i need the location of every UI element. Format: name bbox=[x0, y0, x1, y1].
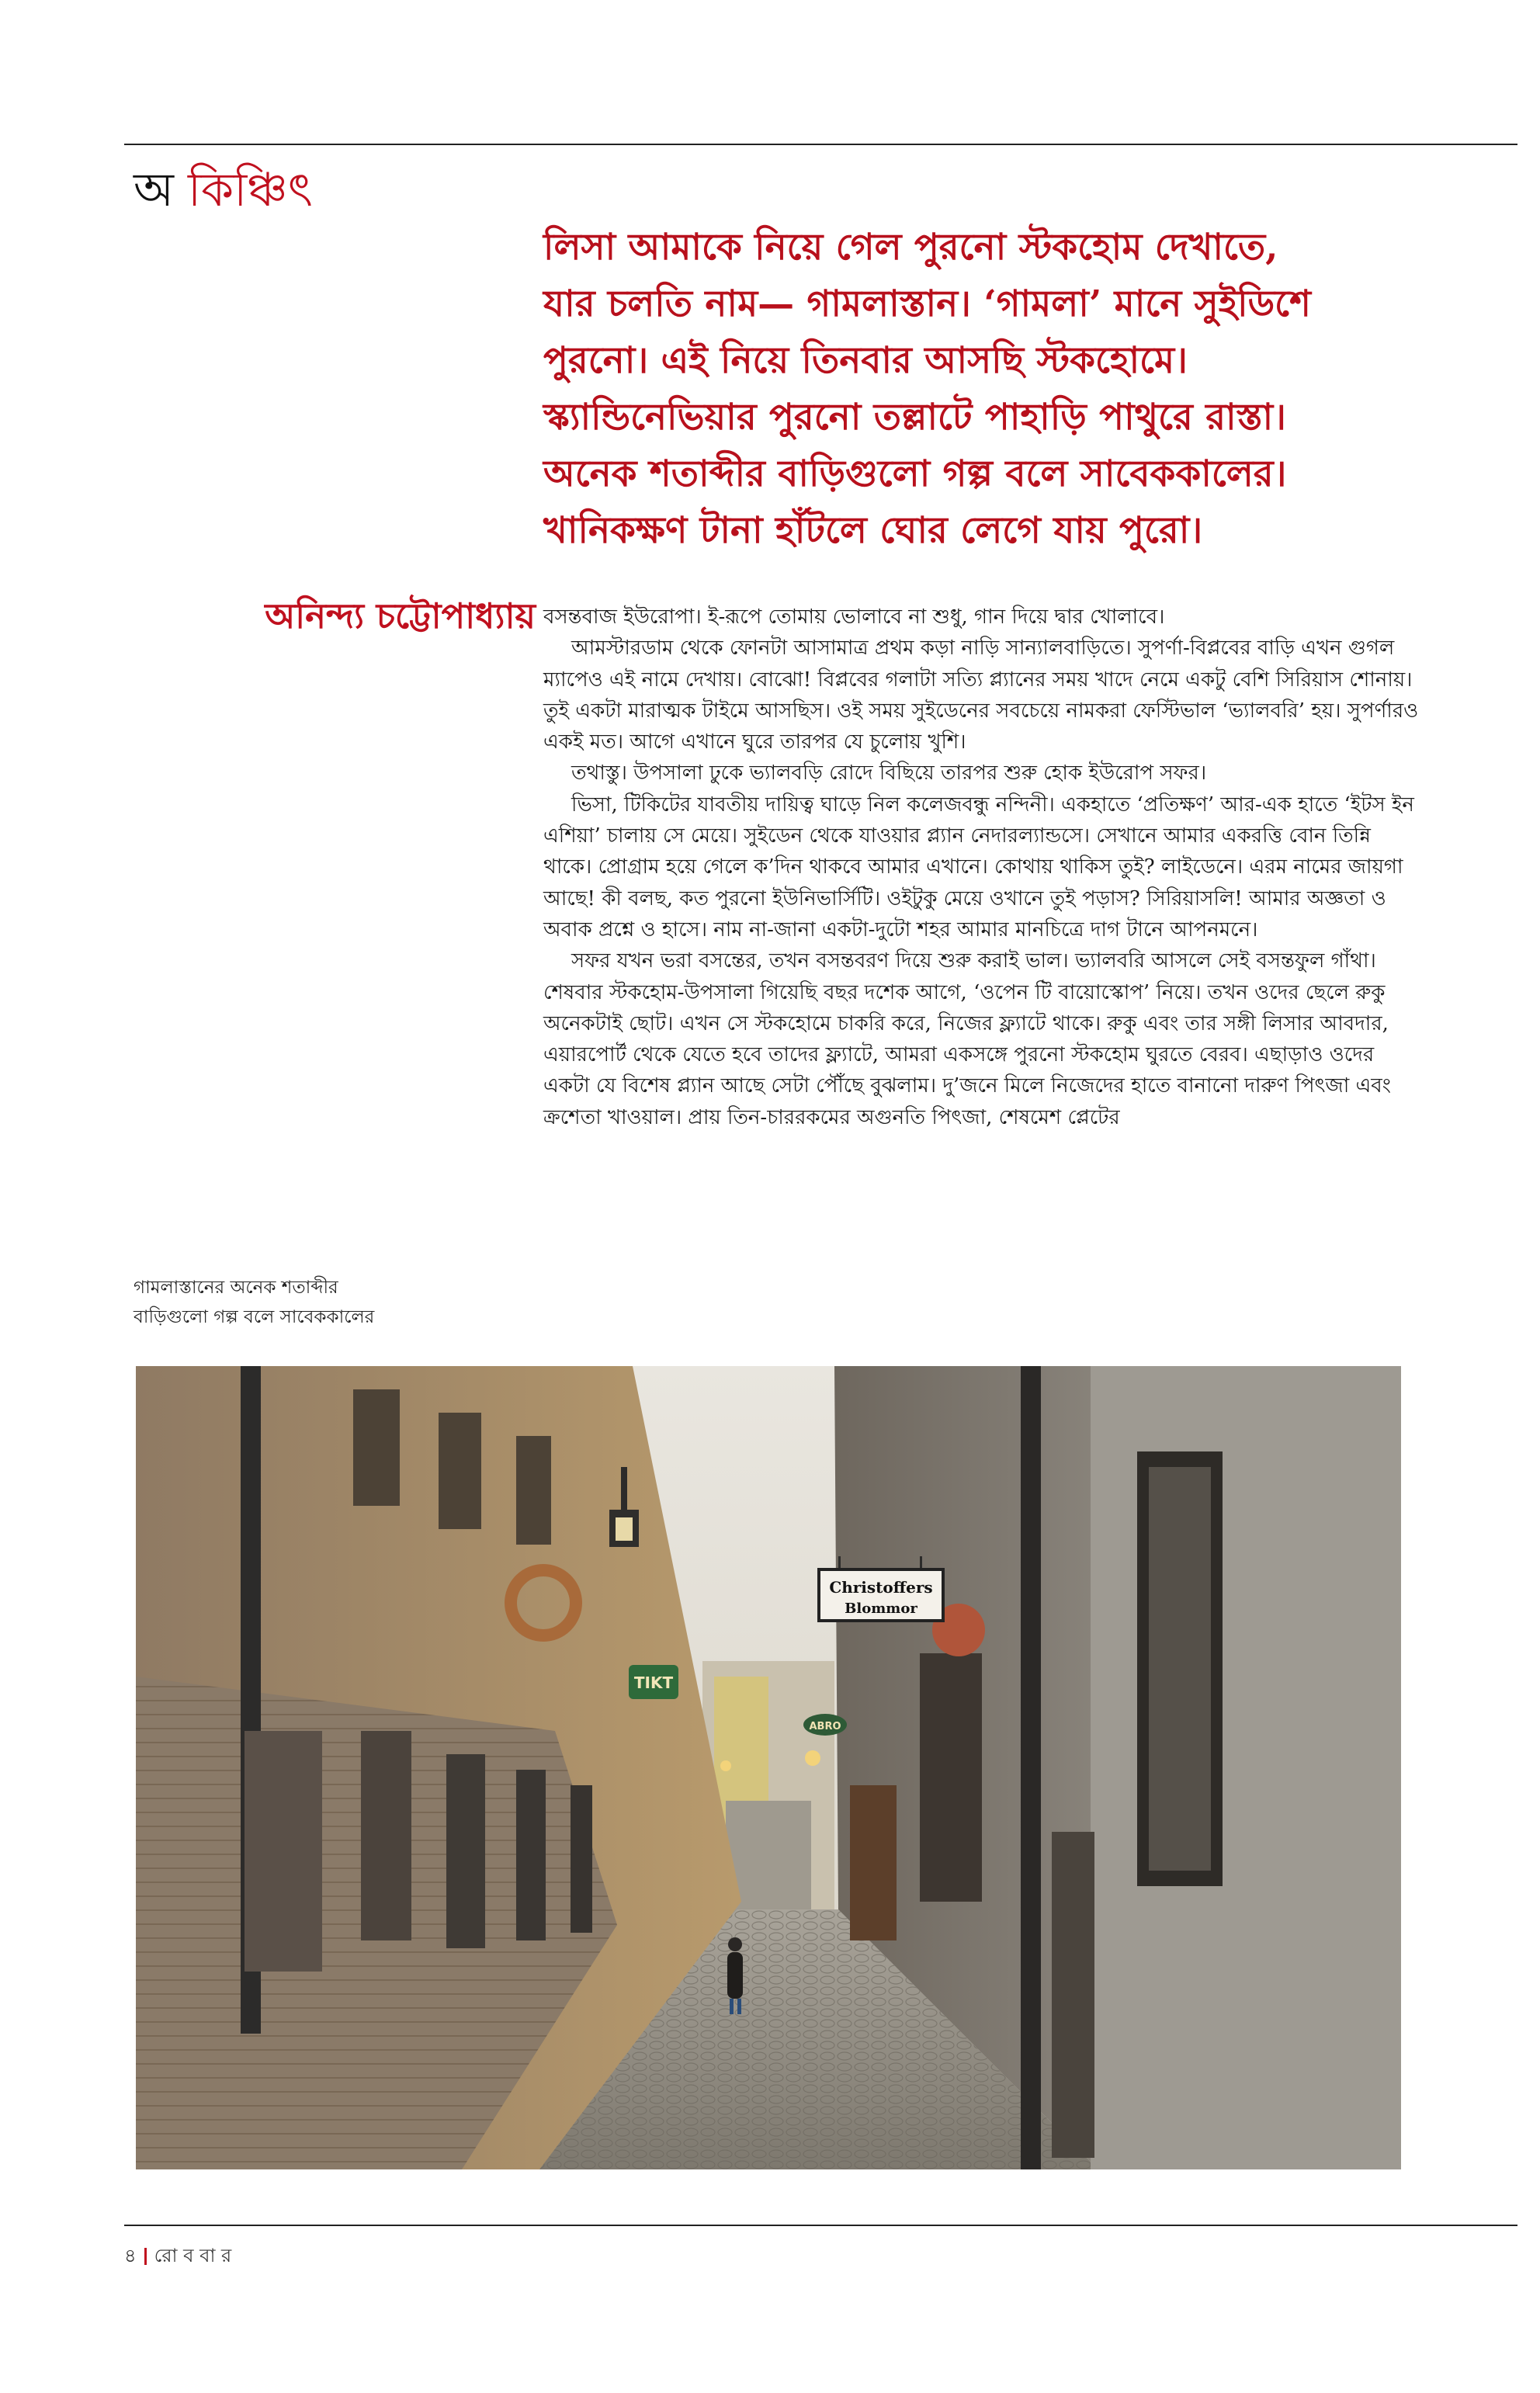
body-paragraph: ভিসা, টিকিটের যাবতীয় দায়িত্ব ঘাড়ে নিল কলেজবন্ধু নন্দিনী। একহাতে ‘প্রতিক্ষণ’ আর-এক হাতে ‘ইটস ইন এশিয়া’ চালায় সে মেয়ে। সুইডেন থেকে যাওয়ার প্ল্যান নেদারল্যান্ডসে। সেখানে আমার একরত্তি বোন তিন্নি থাকে। প্রোগ্রাম হয়ে গেলে ক’দিন থাকবে আমার এখানে। কোথায় থাকিস তুই? লাইডেনে। এরম নামের জায়গা আছে! কী বলছ, কত পুরনো ইউনিভার্সিটি। ওইটুকু মেয়ে ওখানে তুই পড়াস? সিরিয়াসলি! আমার অজ্ঞতা ও অবাক প্রশ্নে ও হাসে। নাম না-জানা একটা-দুটো শহর আমার মানচিত্রে দাগ টানে আপনমনে। bbox=[543, 792, 1414, 942]
christoffers-sign-line2: Blommor bbox=[845, 1601, 917, 1617]
body-paragraph: বসন্তবাজ ইউরোপা। ই-রূপে তোমায় ভোলাবে না শুধু, গান দিয়ে দ্বার খোলাবে। bbox=[543, 605, 1165, 629]
pull-quote-line: স্ক্যান্ডিনেভিয়ার পুরনো তল্লাটে পাহাড়ি পাথুরে রাস্তা। bbox=[543, 396, 1286, 439]
publication-name: রো ব বা র bbox=[154, 2245, 232, 2266]
body-paragraph: আমস্টারডাম থেকে ফোনটা আসামাত্র প্রথম কড়া নাড়ি সান্যালবাড়িতে। সুপর্ণা-বিপ্লবের বাড়ি এখন গুগল ম্যাপেও এই নামে দেখায়। বোঝো! বিপ্লবের গলাটা সত্যি প্ল্যানের সময় খাদে নেমে একটু বেশি সিরিয়াস শোনায়। তুই একটা মারাত্মক টাইমে আসছিস। ওই সময় সুইডেনের সবচেয়ে নামকরা ফেস্টিভাল ‘ভ্যালবরি’ হয়। সুপর্ণারও একই মত। আগে এখানে ঘুরে তারপর যে চুলোয় খুশি। bbox=[543, 636, 1419, 754]
footer-separator bbox=[144, 2248, 147, 2265]
alley-photo bbox=[136, 1366, 1401, 2169]
caption-line: বাড়িগুলো গল্প বলে সাবেককালের bbox=[134, 1307, 375, 1327]
pull-quote bbox=[543, 219, 1420, 559]
tikt-sign-text: TIKT bbox=[633, 1673, 674, 1692]
top-rule bbox=[124, 144, 1517, 145]
abro-sign-text: ABRO bbox=[809, 1721, 841, 1732]
bottom-rule bbox=[124, 2225, 1517, 2226]
page-number: ৪ bbox=[124, 2245, 137, 2266]
article-body bbox=[543, 602, 1420, 1133]
caption-line: গামলাস্তানের অনেক শতাব্দীর bbox=[134, 1278, 338, 1298]
body-paragraph: সফর যখন ভরা বসন্তের, তখন বসন্তবরণ দিয়ে শুরু করাই ভাল। ভ্যালবরি আসলে সেই বসন্তফুল গাঁথা। শেষবার স্টকহোম-উপসালা গিয়েছি বছর দশেক আগে, ‘ওপেন টি বায়োস্কোপ’ নিয়ে। তখন ওদের ছেলে রুকু অনেকটাই ছোট। এখন সে স্টকহোমে চাকরি করে, নিজের ফ্ল্যাটে থাকে। রুকু এবং তার সঙ্গী লিসার আবদার, এয়ারপোর্ট থেকে যেতে হবে তাদের ফ্ল্যাটে, আমরা একসঙ্গে পুরনো স্টকহোম ঘুরতে বেরব। এছাড়াও ওদের একটা যে বিশেষ প্ল্যান আছে সেটা পৌঁছে বুঝলাম। দু’জনে মিলে নিজেদের হাতে বানানো দারুণ পিৎজা এবং ক্রশেতা খাওয়াল। প্রায় তিন-চাররকমের অগুনতি পিৎজা, শেষমেশ প্লেটের bbox=[543, 949, 1391, 1129]
pull-quote-line: অনেক শতাব্দীর বাড়িগুলো গল্প বলে সাবেককালের। bbox=[543, 453, 1287, 495]
body-paragraph: তথাস্তু। উপসালা ঢুকে ভ্যালবড়ি রোদে বিছিয়ে তারপর শুরু হোক ইউরোপ সফর। bbox=[571, 761, 1207, 786]
author-byline: অনিন্দ্য চট্টোপাধ্যায় bbox=[265, 595, 536, 636]
pull-quote-line: পুরনো। এই নিয়ে তিনবার আসছি স্টকহোমে। bbox=[543, 339, 1188, 382]
section-label bbox=[134, 163, 313, 217]
photo-caption bbox=[134, 1273, 522, 1332]
pull-quote-line: খানিকক্ষণ টানা হাঁটলে ঘোর লেগে যায় পুরো। bbox=[543, 509, 1203, 552]
page-footer bbox=[124, 2242, 231, 2273]
pull-quote-line: লিসা আমাকে নিয়ে গেল পুরনো স্টকহোম দেখাতে, bbox=[543, 226, 1278, 269]
pull-quote-line: যার চলতি নাম— গামলাস্তান। ‘গামলা’ মানে সুইডিশে bbox=[543, 283, 1311, 325]
section-prefix: অ bbox=[134, 163, 174, 217]
section-title: কিঞ্চিৎ bbox=[187, 163, 313, 217]
christoffers-sign-line1: Christoffers bbox=[829, 1578, 933, 1597]
alley-illustration bbox=[136, 1366, 1401, 2169]
